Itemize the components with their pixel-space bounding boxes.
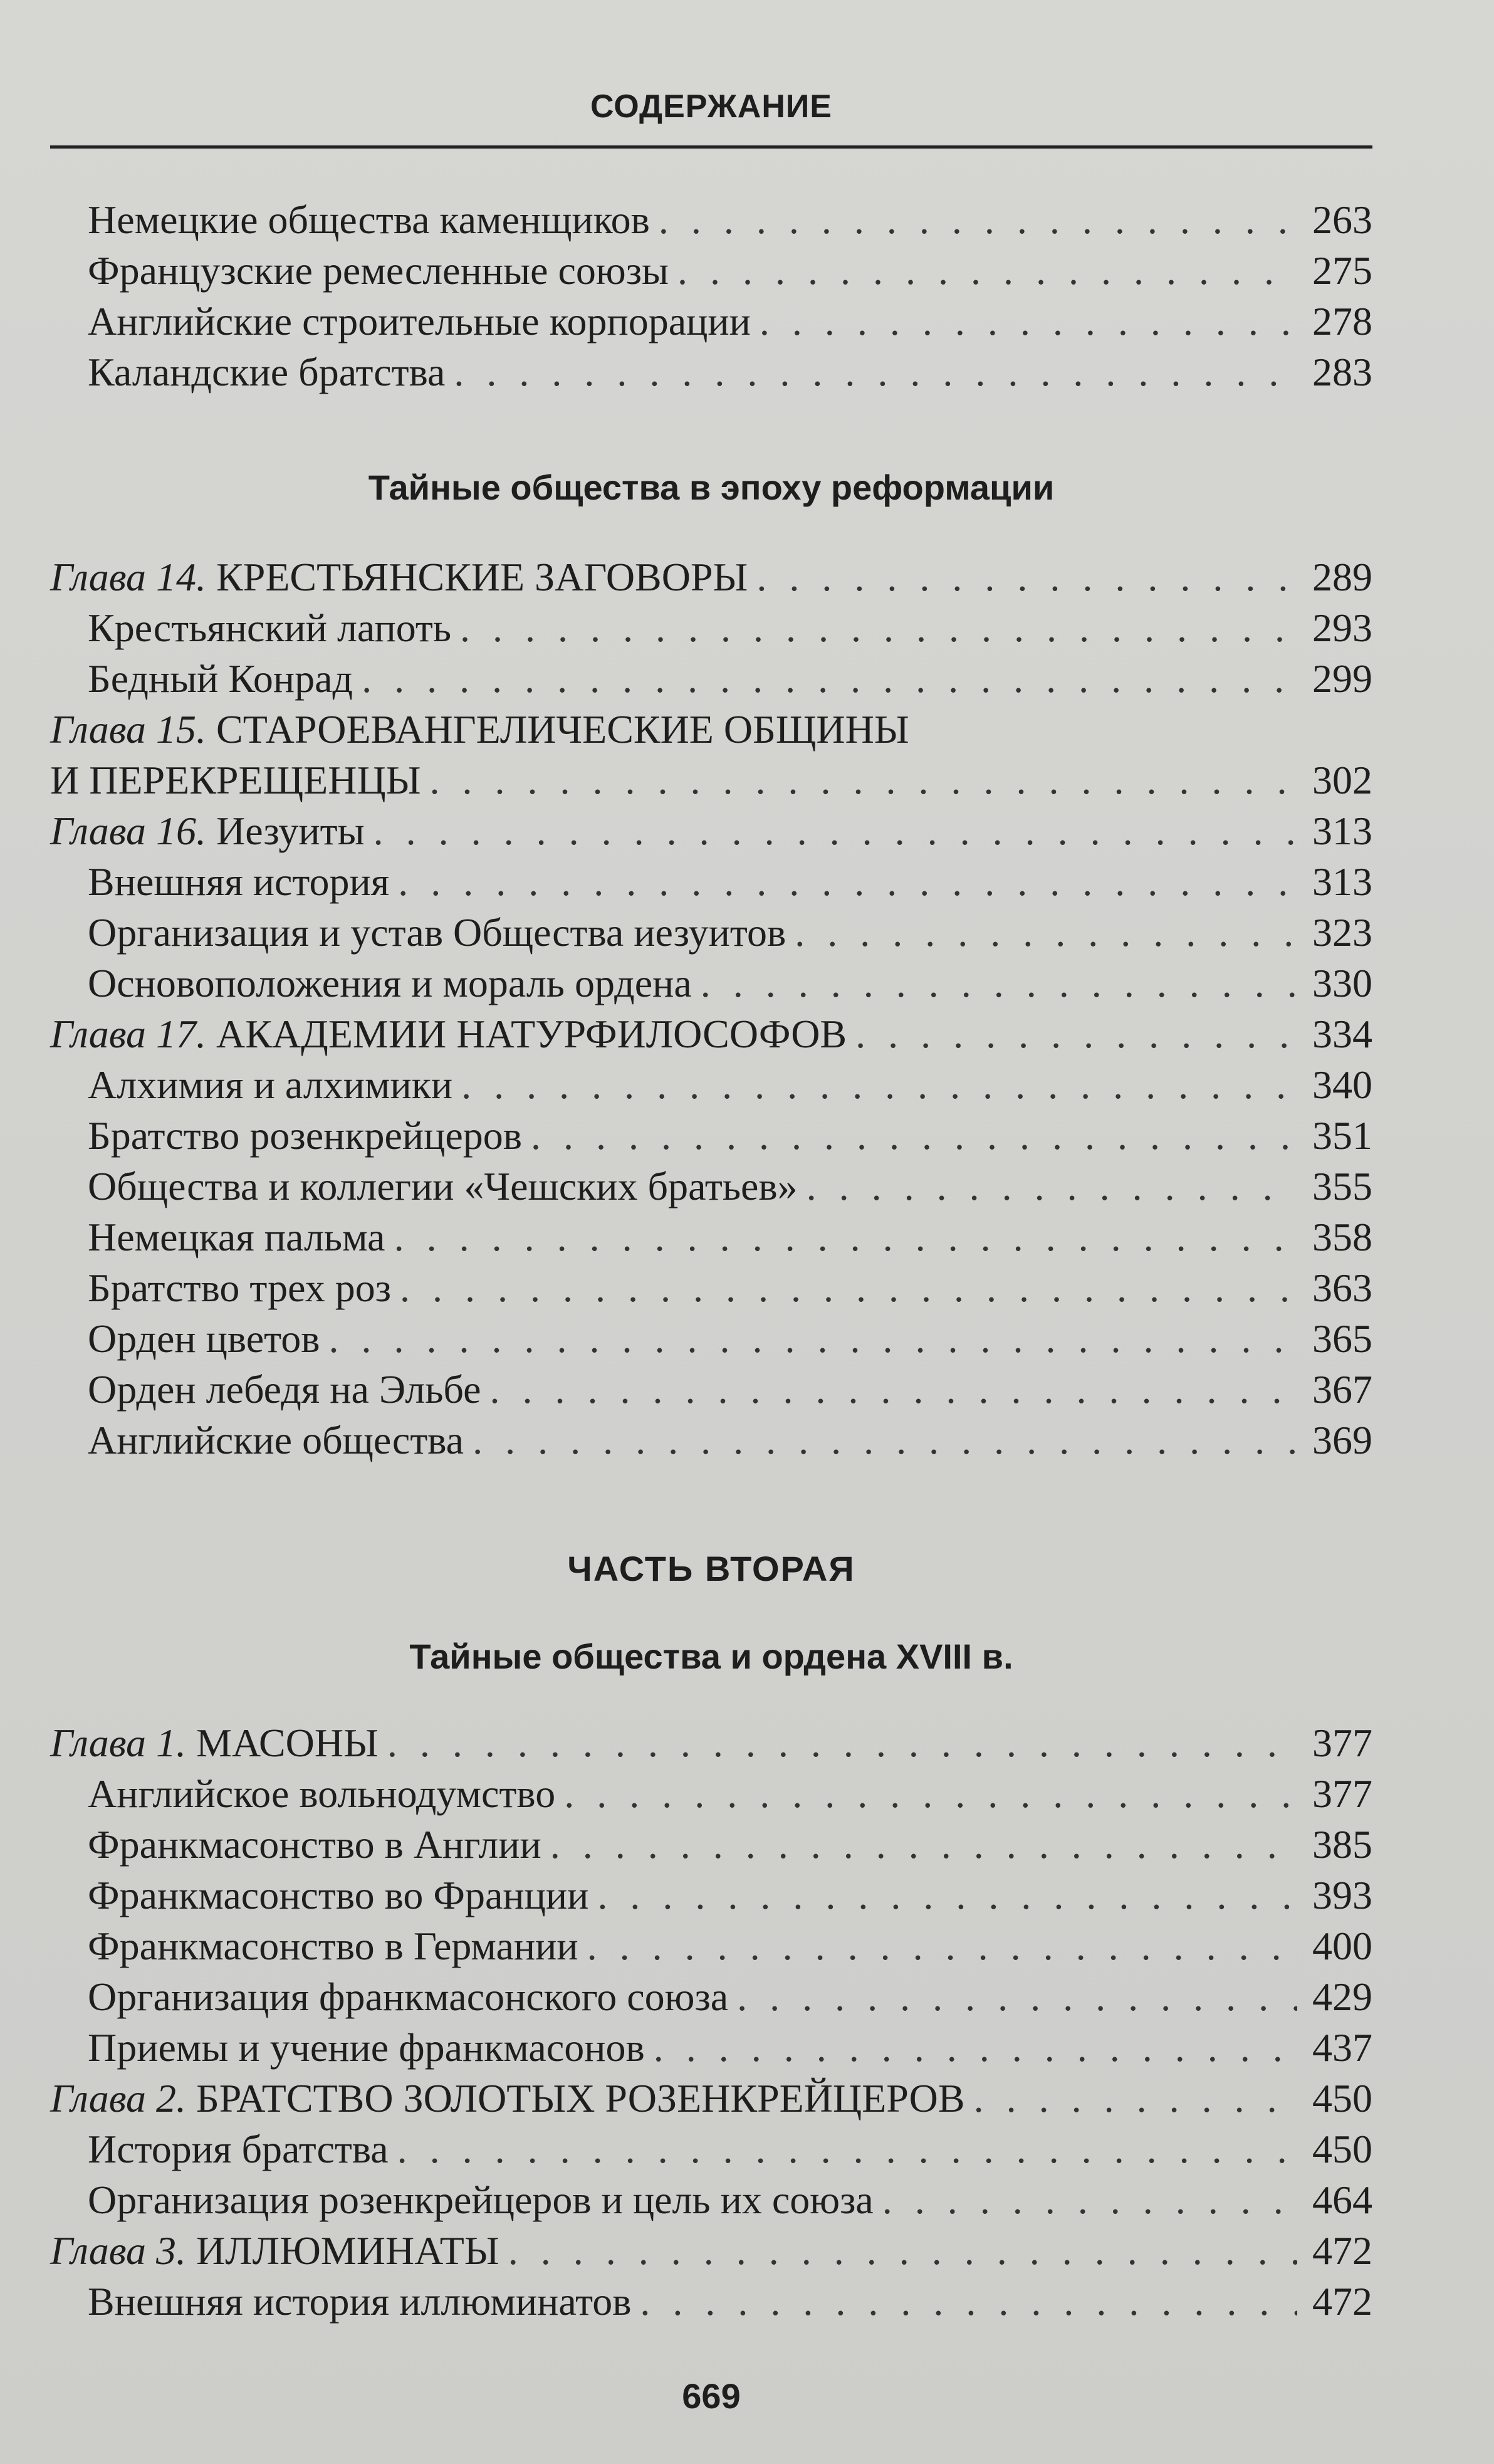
toc-group-2: [50, 552, 1372, 1465]
toc-chapter-15-line1[interactable]: Глава 15. СТАРОЕВАНГЕЛИЧЕСКИЕ ОБЩИНЫ: [50, 707, 909, 752]
toc-entry[interactable]: Франкмасонство во Франции . . . 393: [50, 1870, 1372, 1921]
toc-entry[interactable]: Приемы и учение франкмасонов . . . 437: [50, 2022, 1372, 2073]
toc-entry[interactable]: Организация и устав Общества иезуитов . . . 323: [50, 907, 1372, 958]
header-rule: [50, 145, 1372, 149]
toc-entry[interactable]: Крестьянский лапоть . . . 293: [50, 602, 1372, 653]
toc-entry[interactable]: Французские ремесленные союзы . . . 275: [50, 245, 1372, 296]
toc-chapter-15-line2[interactable]: И ПЕРЕКРЕЩЕНЦЫ . . . 302: [50, 755, 1372, 805]
section-heading: Тайные общества и ордена XVIII в.: [409, 1637, 1013, 1676]
toc-chapter-14[interactable]: Глава 14. КРЕСТЬЯНСКИЕ ЗАГОВОРЫ . . . 289: [50, 552, 1372, 602]
part-heading: ЧАСТЬ ВТОРАЯ: [567, 1549, 855, 1588]
toc-entry[interactable]: Каландские братства . . . 283: [50, 347, 1372, 397]
toc-entry[interactable]: Алхимия и алхимики . . . 340: [50, 1059, 1372, 1110]
toc-entry[interactable]: Внешняя история . . . 313: [50, 856, 1372, 907]
toc-entry[interactable]: Английские строительные корпорации . . . 278: [50, 296, 1372, 347]
toc-entry[interactable]: Организация розенкрейцеров и цель их союза . . . 464: [50, 2174, 1372, 2225]
toc-entry[interactable]: Братство трех роз . . . 363: [50, 1262, 1372, 1313]
section-heading: Тайные общества в эпоху реформации: [368, 468, 1055, 507]
toc-group-1: [50, 194, 1372, 397]
toc-entry[interactable]: Франкмасонство в Англии . . . 385: [50, 1819, 1372, 1870]
toc-chapter-17[interactable]: Глава 17. АКАДЕМИИ НАТУРФИЛОСОФОВ . . . 334: [50, 1009, 1372, 1059]
toc-entry[interactable]: Основоположения и мораль ордена . . . 330: [50, 958, 1372, 1009]
toc-part2-chapter-3[interactable]: Глава 3. ИЛЛЮМИНАТЫ . . . 472: [50, 2225, 1372, 2276]
page-number: 669: [682, 2376, 741, 2416]
toc-chapter-16[interactable]: Глава 16. Иезуиты . . . 313: [50, 805, 1372, 856]
toc-entry[interactable]: Немецкая пальма . . . 358: [50, 1212, 1372, 1262]
toc-entry[interactable]: Внешняя история иллюминатов . . . 472: [50, 2276, 1372, 2327]
toc-entry[interactable]: Орден лебедя на Эльбе . . . 367: [50, 1364, 1372, 1415]
toc-entry[interactable]: Английское вольнодумство . . . 377: [50, 1768, 1372, 1819]
toc-group-3: [50, 1717, 1372, 2327]
toc-entry[interactable]: Английские общества . . . 369: [50, 1415, 1372, 1465]
running-header: СОДЕРЖАНИЕ: [590, 88, 832, 125]
toc-entry[interactable]: Бедный Конрад . . . 299: [50, 653, 1372, 704]
toc-entry[interactable]: Франкмасонство в Германии . . . 400: [50, 1921, 1372, 1971]
toc-part2-chapter-1[interactable]: Глава 1. МАСОНЫ . . . 377: [50, 1717, 1372, 1768]
toc-entry[interactable]: Братство розенкрейцеров . . . 351: [50, 1110, 1372, 1161]
toc-entry[interactable]: Немецкие общества каменщиков . . . 263: [50, 194, 1372, 245]
toc-entry[interactable]: История братства . . . 450: [50, 2124, 1372, 2174]
toc-entry[interactable]: Общества и коллегии «Чешских братьев» . . . 355: [50, 1161, 1372, 1212]
toc-entry[interactable]: Орден цветов . . . 365: [50, 1313, 1372, 1364]
toc-part2-chapter-2[interactable]: Глава 2. БРАТСТВО ЗОЛОТЫХ РОЗЕНКРЕЙЦЕРОВ . . . 450: [50, 2073, 1372, 2124]
toc-entry[interactable]: Организация франкмасонского союза . . . 429: [50, 1971, 1372, 2022]
